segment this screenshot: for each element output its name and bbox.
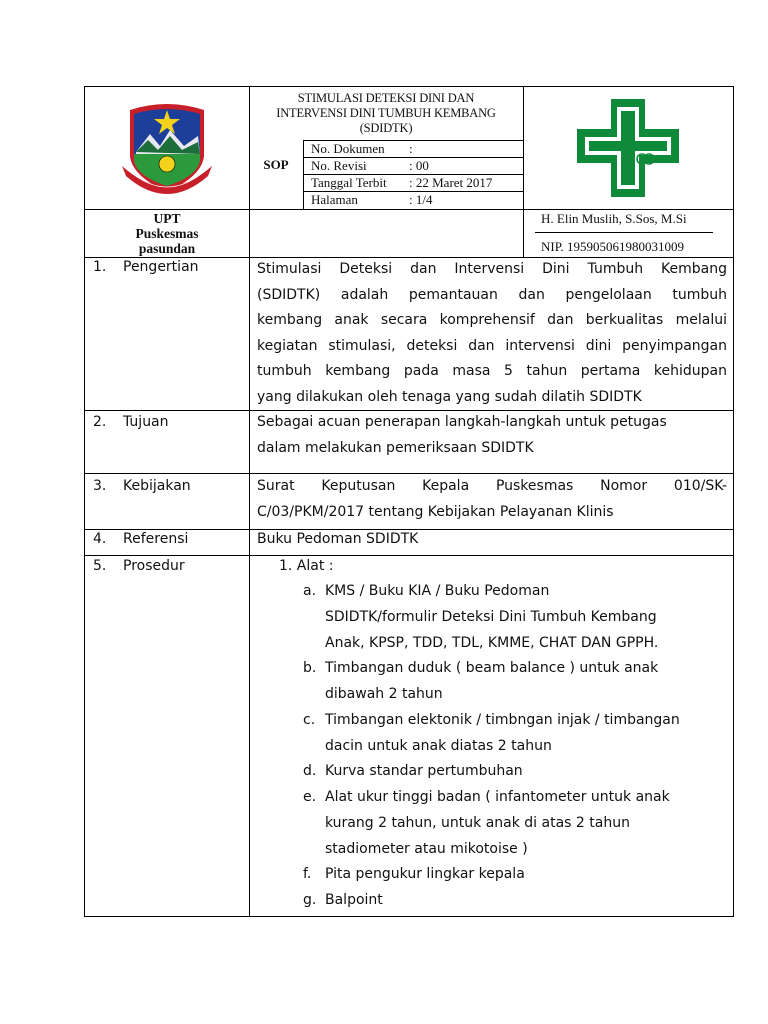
- item-line: Timbangan elektonik / timbngan injak / timbangan: [325, 712, 680, 728]
- section-number: 5.: [93, 558, 107, 574]
- section-label-prosedur: Prosedur: [123, 558, 185, 574]
- doc-info-key: No. Revisi: [311, 158, 367, 173]
- text-line: Surat Keputusan Kepala Puskesmas Nomor 010/SK-: [257, 478, 727, 494]
- item-line: Pita pengukur lingkar kepala: [325, 866, 525, 882]
- sop-body-table: [84, 258, 734, 917]
- tujuan-text: [257, 410, 727, 461]
- puskesmas-logo-cell: [523, 87, 733, 209]
- regency-emblem-icon: [120, 96, 214, 200]
- org-line-2: Puskesmas: [135, 226, 199, 241]
- doc-info-key: Tanggal Terbit: [311, 175, 387, 190]
- doc-info-value: : 1/4: [409, 192, 433, 207]
- doc-info-value: :: [409, 141, 413, 156]
- list-marker: c.: [303, 712, 316, 728]
- referensi-text: Buku Pedoman SDIDTK: [257, 531, 419, 547]
- title-line-2: INTERVENSI DINI TUMBUH KEMBANG: [276, 106, 496, 120]
- text-line: C/03/PKM/2017 tentang Kebijakan Pelayanan Klinis: [257, 503, 614, 520]
- item-line: Alat ukur tinggi badan ( infantometer untuk anak: [325, 789, 670, 805]
- text-line: dalam melakukan pemeriksaan SDIDTK: [257, 439, 534, 456]
- list-marker: b.: [303, 660, 317, 676]
- regional-logo-cell: [85, 87, 249, 209]
- item-line: dibawah 2 tahun: [325, 685, 443, 702]
- item-line: Timbangan duduk ( beam balance ) untuk anak: [325, 660, 659, 676]
- signatory-nip: NIP. 195905061980031009: [541, 239, 685, 254]
- list-marker: g.: [303, 892, 317, 908]
- section-label-referensi: Referensi: [123, 531, 189, 547]
- item-line: SDIDTK/formulir Deteksi Dini Tumbuh Kembang: [325, 608, 657, 625]
- text-line: yang dilakukan oleh tenaga yang sudah dilatih SDIDTK: [257, 388, 642, 405]
- text-line: kegiatan stimulasi, deteksi dan intervensi dini penyimpangan: [257, 337, 727, 354]
- sop-header: [84, 86, 734, 258]
- section-label-tujuan: Tujuan: [123, 414, 169, 430]
- list-marker: f.: [303, 866, 312, 882]
- title-line-1: STIMULASI DETEKSI DINI DAN: [297, 91, 475, 105]
- pengertian-text: [257, 257, 727, 410]
- org-line-1: UPT: [153, 211, 181, 226]
- item-line: Anak, KPSP, TDD, TDL, KMME, CHAT DAN GPPH.: [325, 634, 659, 651]
- text-line: (SDIDTK) adalah pemantauan dan pengelolaan tumbuh: [257, 286, 727, 303]
- title-line-3: (SDIDTK): [359, 121, 413, 135]
- section-number: 4.: [93, 531, 107, 547]
- section-number: 2.: [93, 414, 107, 430]
- organization-name: [85, 211, 249, 256]
- list-marker: d.: [303, 763, 317, 779]
- item-line: KMS / Buku KIA / Buku Pedoman: [325, 583, 550, 599]
- org-line-3: pasundan: [138, 241, 196, 256]
- doc-info-key: Halaman: [311, 192, 358, 207]
- section-number: 1.: [93, 259, 107, 275]
- sop-label: SOP: [263, 157, 289, 172]
- document-info-table: [303, 140, 523, 208]
- doc-info-key: No. Dokumen: [311, 141, 385, 156]
- signatory-name: H. Elin Muslih, S.Sos, M.Si: [541, 211, 687, 226]
- doc-info-row: [303, 157, 523, 174]
- item-line: dacin untuk anak diatas 2 tahun: [325, 737, 552, 754]
- doc-info-value: : 22 Maret 2017: [409, 175, 493, 190]
- item-line: kurang 2 tahun, untuk anak di atas 2 tahun: [325, 814, 630, 831]
- text-line: Sebagai acuan penerapan langkah-langkah untuk petugas: [257, 414, 667, 430]
- doc-info-value: : 00: [409, 158, 429, 173]
- kebijakan-text: [257, 474, 727, 525]
- list-marker: e.: [303, 789, 317, 805]
- item-line: Kurva standar pertumbuhan: [325, 763, 523, 779]
- section-number: 3.: [93, 478, 107, 494]
- document-title: [249, 91, 523, 136]
- item-line: Balpoint: [325, 892, 383, 908]
- item-line: stadiometer atau mikotoise ): [325, 840, 528, 857]
- doc-info-row: [303, 140, 523, 157]
- section-label-kebijakan: Kebijakan: [123, 478, 191, 494]
- text-line: tumbuh kembang pada masa 5 tahun pertama kehidupan: [257, 363, 727, 379]
- doc-info-row: [303, 191, 523, 208]
- text-line: kembang anak secara komprehensif dan berkualitas melalui: [257, 312, 727, 328]
- doc-info-row: [303, 174, 523, 191]
- list-marker: a.: [303, 583, 317, 599]
- procedure-list-heading: 1. Alat :: [279, 558, 334, 574]
- health-cross-icon: [567, 93, 689, 203]
- text-line: Stimulasi Deteksi dan Intervensi Dini Tumbuh Kembang: [257, 261, 727, 277]
- section-label-pengertian: Pengertian: [123, 259, 199, 275]
